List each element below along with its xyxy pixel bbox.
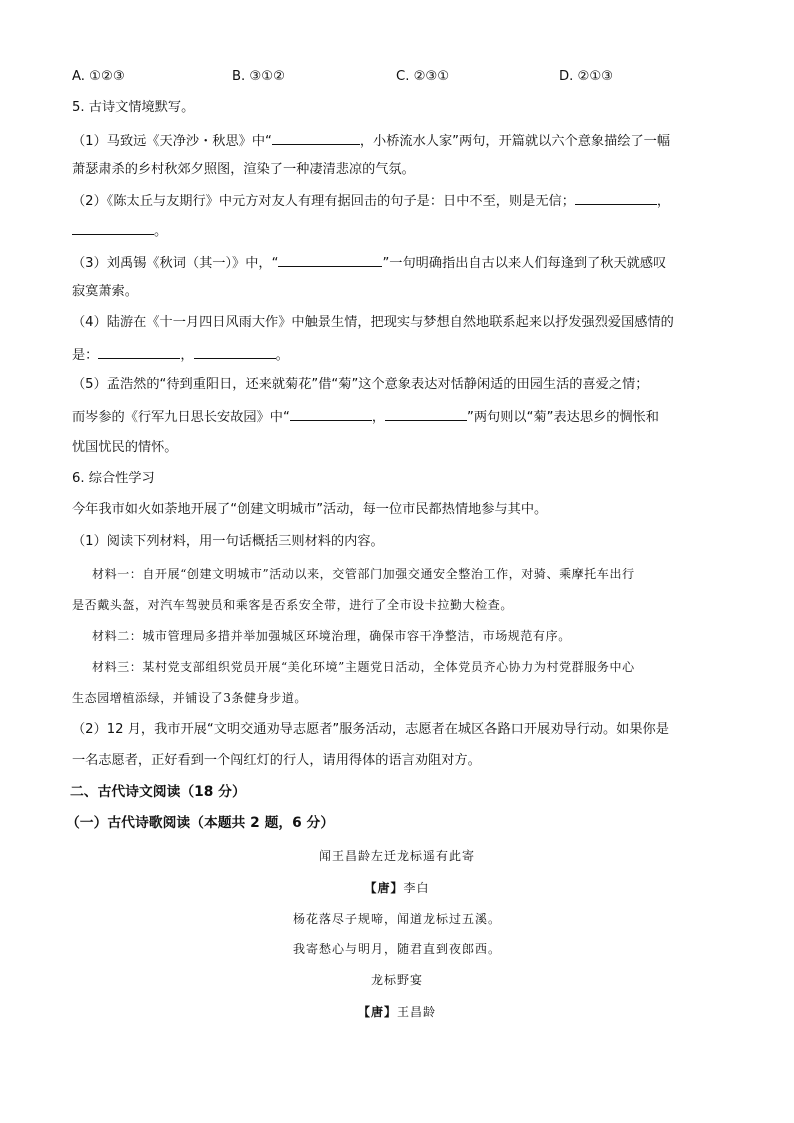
q5-item-3-text-a: （3）刘禹锡《秋词（其一）》中，“ xyxy=(72,256,279,271)
answer-blank[interactable] xyxy=(72,220,154,235)
answer-options-row xyxy=(72,67,722,87)
poem-1-line-1: 杨花落尽子规啼，闻道龙标过五溪。 xyxy=(292,912,501,926)
q5-item-3-text-b: ”一句明确指出自古以来人们每逢到了秋天就感叹 xyxy=(382,256,667,271)
q6-intro: 今年我市如火如荼地开展了“创建文明城市”活动，每一位市民都热情地参与其中。 xyxy=(72,502,548,517)
q5-item-1-text-b: ，小桥流水人家”两句，开篇就以六个意象描绘了一幅 xyxy=(359,134,671,149)
answer-blank[interactable] xyxy=(272,130,360,145)
q6-sub-2: （2）12 月，我市开展“文明交通劝导志愿者”服务活动，志愿者在城区各路口开展劝导行动。如果你是 xyxy=(72,722,669,737)
material-3-cont: 生态园增植添绿，并铺设了3条健身步道。 xyxy=(72,691,308,705)
poem-1-title: 闻王昌龄左迁龙标遥有此寄 xyxy=(318,849,475,863)
q6-sub-1: （1）阅读下列材料，用一句话概括三则材料的内容。 xyxy=(72,534,384,549)
option-b: B. ③①② xyxy=(232,69,285,84)
q5-item-2-text-c: 。 xyxy=(154,224,168,239)
material-1: 材料一：自开展“创建文明城市”活动以来，交管部门加强交通安全整治工作，对骑、乘摩托车出行 xyxy=(92,567,635,581)
q5-item-3-cont: 寂寞萧索。 xyxy=(72,284,138,299)
question-6-title: 6. 综合性学习 xyxy=(72,471,155,486)
material-2: 材料二：城市管理局多措并举加强城区环境治理，确保市容干净整洁，市场规范有序。 xyxy=(92,629,571,643)
answer-blank[interactable] xyxy=(385,406,467,421)
poem-2-dynasty: 【唐】 xyxy=(357,1005,397,1019)
poem-1-author: 李白 xyxy=(403,881,430,895)
poem-2-author: 王昌龄 xyxy=(397,1005,437,1019)
q5-item-4-cont xyxy=(72,344,289,366)
section-2-heading: 二、古代诗文阅读（18 分） xyxy=(70,784,246,800)
q5-item-5-text-c: ， xyxy=(371,410,386,425)
q5-item-5-text-d: ”两句则以“菊”表达思乡的惆怅和 xyxy=(467,410,659,425)
material-1-cont: 是否戴头盔，对汽车驾驶员和乘客是否系安全带，进行了全市设卡拉勤大检查。 xyxy=(72,598,514,612)
q5-item-4: （4）陆游在《十一月四日风雨大作》中触景生情，把现实与梦想自然地联系起来以抒发强烈爱国感情的 xyxy=(72,315,674,330)
poem-1-line-2: 我寄愁心与明月，随君直到夜郎西。 xyxy=(292,942,501,956)
answer-blank[interactable] xyxy=(290,406,372,421)
q5-item-1-cont: 萧瑟肃杀的乡村秋郊夕照图，渲染了一种凄清悲凉的气氛。 xyxy=(72,162,415,177)
q5-item-3 xyxy=(72,252,666,274)
answer-blank[interactable] xyxy=(98,344,180,359)
q5-item-1-text-a: （1）马致远《天净沙・秋思》中“ xyxy=(72,134,272,149)
q5-item-2-text-a: （2）《陈太丘与友期行》中元方对友人有理有据回击的句子是：日中不至，则是无信； xyxy=(72,194,575,209)
q5-item-4-text-b: 是： xyxy=(72,348,99,363)
answer-blank[interactable] xyxy=(278,252,382,267)
q6-sub-2-cont: 一名志愿者，正好看到一个闯红灯的行人，请用得体的语言劝阻对方。 xyxy=(72,753,481,768)
subsection-heading: （一）古代诗歌阅读（本题共 2 题，6 分） xyxy=(66,815,335,831)
q5-item-4-text-c: ， xyxy=(180,348,194,363)
question-5-title: 5. 古诗文情境默写。 xyxy=(72,100,195,115)
option-d: D. ②①③ xyxy=(559,69,614,84)
q5-item-4-text-d: 。 xyxy=(275,348,289,363)
poem-1-dynasty: 【唐】 xyxy=(364,881,404,895)
option-c: C. ②③① xyxy=(396,69,450,84)
q5-item-5-cont xyxy=(72,406,659,428)
poem-2-author-line xyxy=(72,1002,722,1022)
q5-item-5: （5）孟浩然的“待到重阳日，还来就菊花”借“菊”这个意象表达对恬静闲适的田园生活的喜爱之情； xyxy=(72,377,649,392)
q5-item-2 xyxy=(72,190,670,212)
answer-blank[interactable] xyxy=(575,190,657,205)
q5-item-5-text-b: 而岑参的《行军九日思长安故园》中“ xyxy=(72,410,290,425)
q5-item-2-text-b: ， xyxy=(656,194,671,209)
option-a: A. ①②③ xyxy=(72,69,125,84)
q5-item-1 xyxy=(72,130,670,152)
material-3: 材料三：某村党支部组织党员开展“美化环境”主题党日活动，全体党员齐心协力为村党群服务中心 xyxy=(92,660,635,674)
answer-blank[interactable] xyxy=(194,344,276,359)
q5-item-2-cont xyxy=(72,220,167,242)
q5-item-5-end: 忧国忧民的情怀。 xyxy=(72,440,178,455)
poem-2-title: 龙标野宴 xyxy=(370,973,423,987)
poem-1-author-line xyxy=(72,878,722,898)
